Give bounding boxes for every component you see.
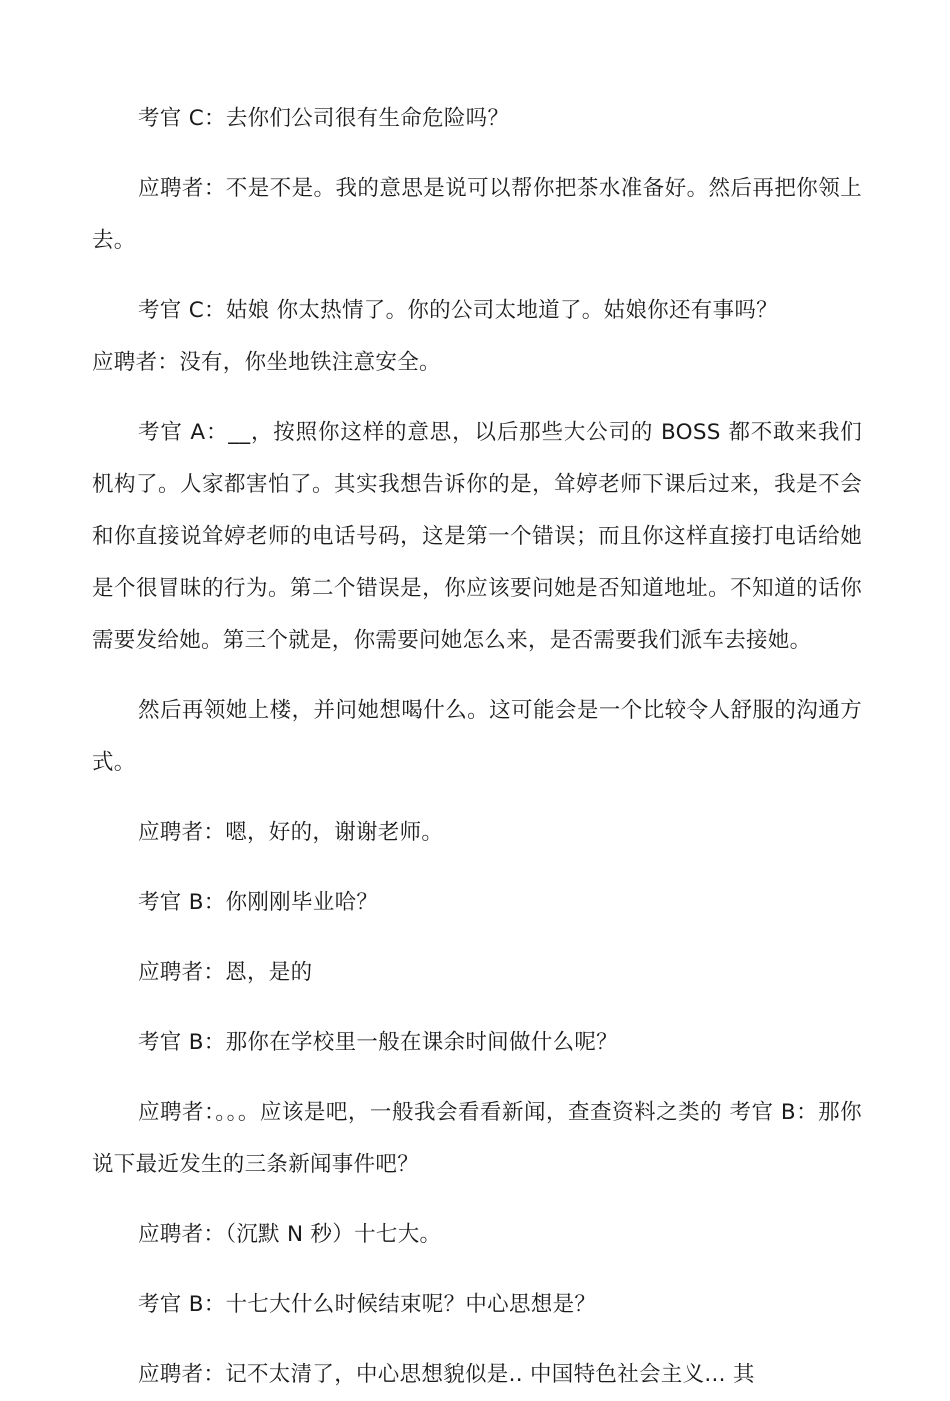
paragraph-13: 考官 B：十七大什么时候结束呢？中心思想是？ [138,1292,597,1317]
paragraph-1: 考官 C：去你们公司很有生命危险吗？ [138,106,510,131]
paragraph-8: 考官 B：你刚刚毕业哈？ [138,890,379,915]
paragraph-10: 考官 B：那你在学校里一般在课余时间做什么呢？ [138,1030,618,1055]
paragraph-11: 应聘者：。。。应该是吧，一般我会看看新闻，查查资料之类的 考官 B：那你说下最近发生的三条新闻事件吧？ [92,1100,862,1177]
paragraph-4: 应聘者：没有，你坐地铁注意安全。 [92,350,441,375]
paragraph-5: 考官 A：__，按照你这样的意思，以后那些大公司的 BOSS 都不敢来我们机构了。人家都害怕了。其实我想告诉你的是，耸婷老师下课后过来，我是不会和你直接说耸婷老师的电话号码，这是第一个错误；而且你这样直接打电话给她是个很冒昧的行为。第二个错误是，你应该要问她是否知道地址。不知道的话你需要发给她。第三个就是，你需要问她怎么来，是否需要我们派车去接她。 [92,420,862,653]
paragraph-12: 应聘者：（沉默 N 秒）十七大。 [138,1222,442,1247]
paragraph-14: 应聘者：记不太清了，中心思想貌似是.. 中国特色社会主义... 其 [138,1362,755,1387]
paragraph-3: 考官 C：姑娘 你太热情了。你的公司太地道了。姑娘你还有事吗？ [138,298,778,323]
paragraph-9: 应聘者：恩，是的 [138,960,313,985]
paragraph-2: 应聘者：不是不是。我的意思是说可以帮你把茶水准备好。然后再把你领上去。 [92,176,862,253]
paragraph-7: 应聘者：嗯，好的，谢谢老师。 [138,820,444,845]
paragraph-6: 然后再领她上楼，并问她想喝什么。这可能会是一个比较令人舒服的沟通方式。 [92,698,862,775]
